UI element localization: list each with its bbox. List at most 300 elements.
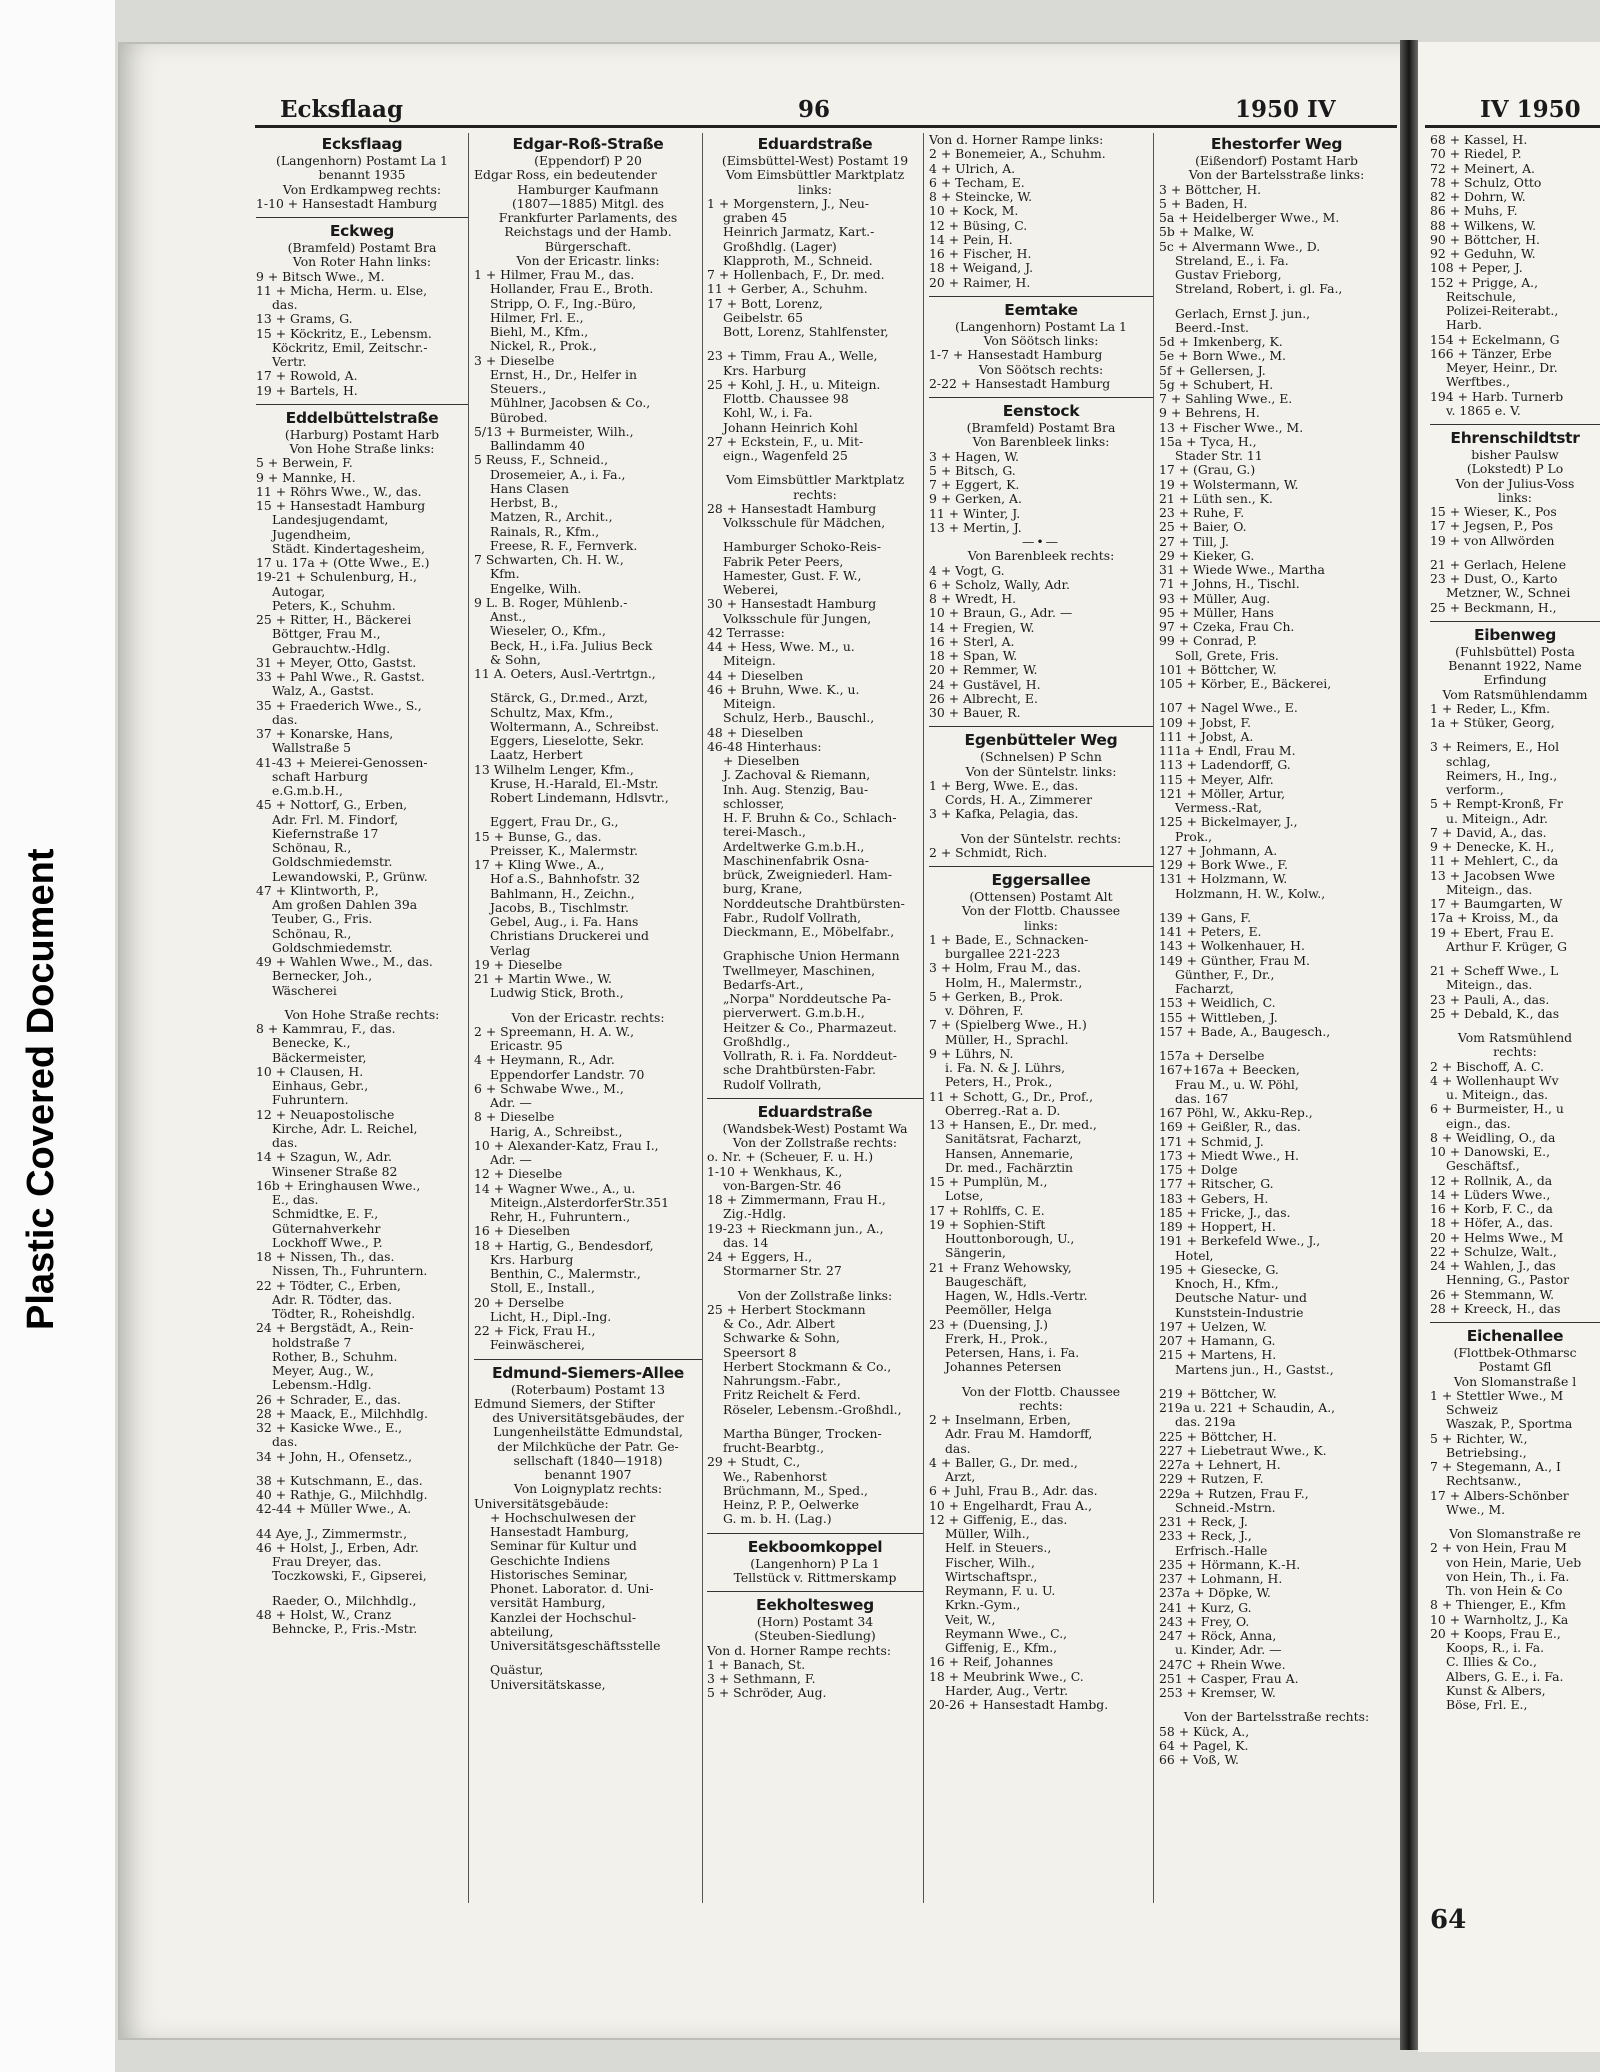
directory-line: 92 + Geduhn, W. <box>1430 247 1536 261</box>
directory-line: E., das. <box>272 1193 319 1207</box>
directory-line: 23 + Pauli, A., das. <box>1430 992 1550 1007</box>
directory-line: Vermess.-Rat, <box>1175 801 1262 815</box>
directory-line: (Langenhorn) P La 1 <box>750 1556 880 1571</box>
directory-line: Mühlner, Jacobsen & Co., <box>490 396 651 411</box>
directory-line: Ballindamm 40 <box>490 439 585 453</box>
directory-line: 25 + Beckmann, H., <box>1430 600 1557 615</box>
directory-line: Fuhruntern. <box>272 1093 349 1108</box>
directory-line: 10 + Kock, M. <box>929 204 1019 219</box>
directory-line: eign., Wagenfeld 25 <box>723 449 848 463</box>
directory-line: 11 + Gerber, A., Schuhm. <box>707 282 868 297</box>
directory-line: versität Hamburg, <box>490 1596 606 1611</box>
directory-line: Erfrisch.-Halle <box>1175 1543 1268 1558</box>
directory-line: 68 + Kassel, H. <box>1430 133 1528 147</box>
directory-line <box>1430 1517 1600 1527</box>
directory-line: o. Nr. + (Scheuer, F. u. H.) <box>707 1150 874 1165</box>
directory-line: Schönau, R., <box>272 926 352 941</box>
directory-line: 143 + Wolkenhauer, H. <box>1159 939 1305 954</box>
directory-line: 13 + Fischer Wwe., M. <box>1159 420 1304 435</box>
directory-line: Wallstraße 5 <box>272 741 352 756</box>
directory-line: e.G.m.b.H., <box>272 784 343 798</box>
directory-line: Herbert Stockmann & Co., <box>723 1359 892 1374</box>
directory-line: Von Hohe Straße rechts: <box>284 1007 440 1022</box>
directory-line: Landesjugendamt, <box>272 513 389 528</box>
directory-line <box>256 1517 468 1527</box>
directory-line: Ardeltwerke G.m.b.H., <box>723 839 865 854</box>
directory-line: 231 + Reck, J. <box>1159 1515 1248 1529</box>
directory-line: Johann Heinrich Kohl <box>723 420 858 435</box>
street-heading: Eibenweg <box>1430 621 1600 645</box>
directory-line: Wwe., M. <box>1446 1502 1506 1517</box>
directory-line: 16 + Sterl, A. <box>929 634 1015 649</box>
directory-line: Rudolf Vollrath, <box>723 1077 822 1092</box>
directory-line: 20 + Helms Wwe., M <box>1430 1230 1564 1245</box>
directory-line: Von d. Horner Rampe rechts: <box>707 1643 892 1658</box>
directory-line: Von der Süntelstr. links: <box>965 764 1117 779</box>
directory-line: 38 + Kutschmann, E., das. <box>256 1473 423 1488</box>
directory-line: Von Söötsch rechts: <box>978 362 1104 377</box>
directory-line: Kirche, Adr. L. Reichel, <box>272 1121 418 1136</box>
directory-line: 17 u. 17a + (Otte Wwe., E.) <box>256 556 430 570</box>
directory-line: 129 + Bork Wwe., F. <box>1159 858 1288 872</box>
directory-line: 207 + Hamann, G. <box>1159 1334 1276 1348</box>
directory-line: (Eimsbüttel-West) Postamt 19 <box>721 154 909 168</box>
directory-line: 5a + Heidelberger Wwe., M. <box>1159 211 1340 225</box>
directory-line: 12 + Dieselbe <box>474 1167 563 1182</box>
facing-page-footer-number: 64 <box>1430 1905 1467 1935</box>
directory-line: Von Erdkampweg rechts: <box>282 182 442 197</box>
directory-line: Köckritz, Emil, Zeitschr.- <box>272 340 428 355</box>
directory-line: verform., <box>1446 783 1504 797</box>
directory-line: Maschinenfabrik Osna- <box>723 853 869 868</box>
directory-line: Städt. Kindertagesheim, <box>272 541 425 556</box>
directory-line: Graphische Union Hermann <box>723 949 900 964</box>
directory-line: 17 + Albers-Schönber <box>1430 1488 1569 1503</box>
directory-line: 58 + Kück, A., <box>1159 1724 1250 1739</box>
street-heading: Eenstock <box>929 397 1153 421</box>
directory-line: Benecke, K., <box>272 1036 351 1051</box>
directory-line: 149 + Günther, Frau M. <box>1159 953 1310 968</box>
directory-line: 9 + Denecke, K. H., <box>1430 840 1555 854</box>
directory-line: Reymann, F. u. U. <box>945 1584 1056 1598</box>
directory-line: burg, Krane, <box>723 882 803 897</box>
directory-line: 15 + Pumplün, M., <box>929 1175 1048 1189</box>
directory-line: Schulz, Herb., Bauschl., <box>723 711 875 726</box>
directory-line: 8 + Dieselbe <box>474 1110 555 1125</box>
directory-line <box>1430 1021 1600 1031</box>
directory-line: Am großen Dahlen 39a <box>272 898 418 912</box>
directory-line: Schultz, Max, Kfm., <box>490 705 614 720</box>
directory-line: Peters, K., Schuhm. <box>272 598 396 613</box>
directory-line: Stader Str. 11 <box>1175 449 1263 463</box>
directory-line: 9 + Gerken, A. <box>929 492 1022 507</box>
directory-line: das. 14 <box>723 1235 769 1250</box>
directory-line: 251 + Casper, Frau A. <box>1159 1671 1299 1686</box>
directory-line: schlag, <box>1446 754 1491 769</box>
directory-line: (Fuhlsbüttel) Posta <box>1455 644 1575 659</box>
street-heading: Edgar-Roß-Straße <box>512 135 664 153</box>
directory-line: Kruse, H.-Harald, El.-Mstr. <box>490 776 659 791</box>
directory-line: 24 + Gustävel, H. <box>929 677 1041 692</box>
directory-line: Fischer, Wilh., <box>945 1555 1035 1570</box>
directory-line: links: <box>1024 918 1058 933</box>
directory-line: Polizei-Reiterabt., <box>1446 304 1559 318</box>
directory-line: graben 45 <box>723 211 788 225</box>
directory-line: Heitzer & Co., Pharmazeut. <box>723 1020 897 1035</box>
street-heading: Ecksflaag <box>321 135 403 153</box>
directory-line: eign., das. <box>1446 1116 1511 1131</box>
directory-line: rechts: <box>1493 1045 1537 1060</box>
directory-line: 13 + Mertin, J. <box>929 520 1022 535</box>
directory-line: Bernecker, Joh., <box>272 969 373 984</box>
directory-line: Henning, G., Pastor <box>1446 1273 1570 1288</box>
directory-line: 1 + Stettler Wwe., M <box>1430 1388 1564 1403</box>
directory-line: 64 + Pagel, K. <box>1159 1738 1249 1753</box>
directory-line: 40 + Rathje, G., Milchhdlg. <box>256 1488 428 1502</box>
directory-line: 141 + Peters, E. <box>1159 925 1262 939</box>
directory-line: G. m. b. H. (Lag.) <box>723 1512 832 1527</box>
directory-line: Rother, B., Schuhm. <box>272 1349 398 1364</box>
directory-line: sellschaft (1840—1918) <box>513 1453 663 1468</box>
directory-line: Soll, Grete, Fris. <box>1175 648 1279 663</box>
directory-line: Universitätsgebäude: <box>474 1496 609 1511</box>
directory-line: schaft Harburg <box>272 769 369 784</box>
directory-line: 14 + Pein, H. <box>929 232 1013 247</box>
directory-line: 24 + Eggers, H., <box>707 1250 813 1264</box>
directory-line: Arthur F. Krüger, G <box>1446 939 1567 954</box>
directory-line: 1 + Reder, L., Kfm. <box>1430 701 1551 716</box>
directory-line: 12 + Rollnik, A., da <box>1430 1173 1553 1188</box>
directory-line: Bäckermeister, <box>272 1050 367 1065</box>
directory-line: Frau Dreyer, das. <box>272 1555 382 1569</box>
directory-line: 15a + Tyca, H., <box>1159 434 1257 449</box>
directory-line: Nahrungsm.-Fabr., <box>723 1374 841 1388</box>
facing-page-column <box>1430 133 1600 1903</box>
directory-line: Gustav Frieborg, <box>1175 268 1282 282</box>
directory-line: 227a + Lehnert, H. <box>1159 1458 1281 1472</box>
directory-line: 1 + Hilmer, Frau M., das. <box>474 268 635 282</box>
directory-line: 28 + Kreeck, H., das <box>1430 1301 1561 1316</box>
directory-line: 17a + Kroiss, M., da <box>1430 911 1559 926</box>
directory-line: 2 + Bischoff, A. C. <box>1430 1059 1544 1074</box>
directory-line: 16b + Eringhausen Wwe., <box>256 1178 421 1193</box>
directory-line: 6 + Techam, E. <box>929 175 1025 190</box>
directory-line: u. Miteign., das. <box>1446 1088 1549 1102</box>
directory-line: Herbst, B., <box>490 496 559 510</box>
directory-line: 32 + Kasicke Wwe., E., <box>256 1421 403 1435</box>
directory-line: 171 + Schmid, J. <box>1159 1134 1264 1149</box>
directory-line: Toczkowski, F., Gipserei, <box>272 1569 427 1584</box>
directory-line: Geschäftsf., <box>1446 1159 1520 1174</box>
directory-line: 86 + Muhs, F. <box>1430 204 1518 219</box>
directory-line: 3 + Kafka, Pelagia, das. <box>929 807 1079 822</box>
directory-line: 18 + Hartig, G., Bendesdorf, <box>474 1238 654 1253</box>
facing-page-year: IV 1950 <box>1480 96 1581 123</box>
directory-line <box>929 822 1153 832</box>
street-heading: Eekholtesweg <box>707 1591 923 1615</box>
directory-line <box>474 1001 702 1011</box>
directory-line: Stärck, G., Dr.med., Arzt, <box>490 691 648 706</box>
directory-line: burgallee 221-223 <box>945 947 1061 961</box>
directory-line: 7 + (Spielberg Wwe., H.) <box>929 1018 1087 1033</box>
street-heading: Ehrenschildtstr <box>1430 424 1600 448</box>
directory-line: 11 + Winter, J. <box>929 506 1021 521</box>
directory-line: Freese, R. F., Fernverk. <box>490 538 638 553</box>
directory-line: Bott, Lorenz, Stahlfenster, <box>723 325 889 339</box>
directory-line: Harig, A., Schreibst., <box>490 1124 623 1139</box>
directory-line: Großhdlg., <box>723 1034 791 1049</box>
directory-line: 229 + Rutzen, F. <box>1159 1472 1264 1487</box>
directory-line: 19-21 + Schulenburg, H., <box>256 570 417 585</box>
directory-line: Reitschule, <box>1446 289 1517 304</box>
directory-line: 19 + Dieselbe <box>474 957 563 972</box>
directory-line: Rechtsanw., <box>1446 1474 1522 1489</box>
directory-line: Von der Zollstraße links: <box>737 1288 893 1303</box>
directory-line: 9 + Mannke, H. <box>256 470 356 485</box>
directory-line: 189 + Hoppert, H. <box>1159 1220 1276 1234</box>
directory-line: 8 + Kammrau, F., das. <box>256 1022 396 1036</box>
directory-line: 97 + Czeka, Frau Ch. <box>1159 620 1295 634</box>
directory-line: Miteign. <box>723 697 776 711</box>
directory-line: 111 + Jobst, A. <box>1159 729 1254 744</box>
directory-line: Dieckmann, E., Möbelfabr., <box>723 925 895 939</box>
directory-line: Reymann Wwe., C., <box>945 1626 1068 1641</box>
directory-line: 17 + Bott, Lorenz, <box>707 296 823 311</box>
directory-line: 115 + Meyer, Alfr. <box>1159 772 1274 787</box>
directory-line: das. 219a <box>1175 1415 1236 1430</box>
directory-line: 45 + Nottorf, G., Erben, <box>256 798 408 813</box>
directory-line: 3 + Böttcher, H. <box>1159 182 1262 197</box>
directory-line <box>474 1653 702 1663</box>
directory-line: Von der Süntelstr. rechts: <box>960 831 1122 846</box>
directory-line: holdstraße 7 <box>272 1335 352 1350</box>
directory-line: 46 + Bruhn, Wwe. K., u. <box>707 682 860 697</box>
directory-line <box>474 805 702 815</box>
directory-line: Lewandowski, P., Grünw. <box>272 869 428 884</box>
directory-column-5 <box>1159 133 1394 1903</box>
directory-line: Von der Flottb. Chaussee <box>961 1384 1121 1399</box>
directory-line: das. 167 <box>1175 1091 1229 1106</box>
directory-line: links: <box>1498 490 1532 505</box>
directory-line: 10 + Warnholtz, J., Ka <box>1430 1612 1569 1627</box>
directory-line: Volksschule für Mädchen, <box>723 516 886 530</box>
directory-line: Adr. — <box>490 1096 532 1110</box>
directory-line: bisher Paulsw <box>1471 448 1559 462</box>
directory-line: Facharzt, <box>1175 982 1234 996</box>
directory-line: 13 + Jacobsen Wwe <box>1430 868 1555 883</box>
directory-line: Norddeutsche Drahtbürsten- <box>723 896 905 911</box>
directory-line: der Milchküche der Patr. Ge- <box>497 1439 679 1454</box>
street-heading: Eduardstraße <box>707 1098 923 1122</box>
directory-line: 21 + Gerlach, Helene <box>1430 557 1567 572</box>
directory-line: 3 + Sethmann, F. <box>707 1672 816 1686</box>
directory-line: 2 + Spreemann, H. A. W., <box>474 1024 635 1039</box>
directory-line: 2 + Inselmann, Erben, <box>929 1413 1071 1427</box>
directory-line: 195 + Giesecke, G. <box>1159 1262 1279 1277</box>
directory-line: (Lokstedt) P Lo <box>1466 462 1564 477</box>
directory-line: (1807—1885) Mitgl. des <box>511 196 665 211</box>
year-label: 1950 IV <box>1235 96 1336 123</box>
directory-line: 20 + Derselbe <box>474 1295 565 1310</box>
directory-line: C. Illies & Co., <box>1446 1655 1537 1670</box>
facing-header-rule <box>1425 125 1600 128</box>
directory-line: 5 + Richter, W., <box>1430 1431 1528 1446</box>
directory-line: Wieseler, O., Kfm., <box>490 624 606 639</box>
directory-line: 5/13 + Burmeister, Wilh., <box>474 424 634 439</box>
directory-line: 26 + Stemmann, W. <box>1430 1287 1555 1302</box>
directory-line: Autogar, <box>272 584 326 599</box>
directory-line: 21 + Martin Wwe., W. <box>474 972 612 986</box>
directory-line: Vom Ratsmühlendamm <box>1442 687 1588 702</box>
directory-line: 5 + Schröder, Aug. <box>707 1686 827 1701</box>
directory-line: 12 + Büsing, C. <box>929 218 1028 233</box>
directory-line: Sängerin, <box>945 1246 1006 1261</box>
directory-line: Arzt, <box>945 1470 976 1484</box>
directory-line: Miteign. <box>723 654 776 669</box>
directory-line <box>707 1417 923 1427</box>
directory-line: 17 + Rowold, A. <box>256 369 358 384</box>
directory-line: 10 + Alexander-Katz, Frau I., <box>474 1138 659 1153</box>
directory-line: 5 + Baden, H. <box>1159 196 1248 211</box>
directory-line: frucht-Bearbtg., <box>723 1441 825 1455</box>
directory-line: Phonet. Laborator. d. Uni- <box>490 1582 654 1596</box>
directory-line: 19 + Wolstermann, W. <box>1159 477 1299 492</box>
directory-line: 29 + Studt, C., <box>707 1455 801 1470</box>
directory-line: pierverwert. G.m.b.H., <box>723 1006 865 1021</box>
directory-line: 88 + Wilkens, W. <box>1430 218 1537 233</box>
directory-line: 11 + Schott, G., Dr., Prof., <box>929 1089 1094 1104</box>
directory-line: Von Loignyplatz rechts: <box>513 1482 663 1497</box>
directory-line: Eggert, Frau Dr., G., <box>490 815 619 830</box>
directory-line: 17 + Jegsen, P., Pos <box>1430 519 1554 534</box>
directory-line: Jacobs, B., Tischlmstr. <box>490 900 629 915</box>
directory-line: 19 + Ebert, Frau E. <box>1430 925 1554 940</box>
directory-line: Steuers., <box>490 382 547 396</box>
directory-line: 3 + Hagen, W. <box>929 449 1019 464</box>
directory-line: 4 + Wollenhaupt Wv <box>1430 1073 1559 1088</box>
directory-line: Beck, H., i.Fa. Julius Beck <box>490 638 653 653</box>
directory-line: Teuber, G., Fris. <box>272 912 373 927</box>
directory-line: Sanitätsrat, Facharzt, <box>945 1132 1082 1147</box>
directory-line: 9 + Bitsch Wwe., M. <box>256 269 385 284</box>
directory-line: Adr. Frau M. Hamdorff, <box>945 1427 1093 1442</box>
directory-line: Drosemeier, A., i. Fa., <box>490 467 626 482</box>
directory-line: 21 + Lüth sen., K. <box>1159 491 1273 506</box>
directory-column-2 <box>474 133 703 1903</box>
directory-line: Harder, Aug., Vertr. <box>945 1683 1069 1698</box>
directory-line: 25 + Baier, O. <box>1159 520 1247 535</box>
directory-line: Stripp, O. F., Ing.-Büro, <box>490 296 637 311</box>
directory-line: Meyer, Heinr., Dr. <box>1446 361 1558 375</box>
directory-line: „Norpa" Norddeutsche Pa- <box>723 992 891 1006</box>
directory-line <box>1159 1700 1394 1710</box>
directory-line: 108 + Peper, J. <box>1430 261 1523 276</box>
directory-line: 4 + Heymann, R., Adr. <box>474 1053 615 1068</box>
directory-line: Stoll, E., Install., <box>490 1281 595 1296</box>
directory-line: Veit, W., <box>945 1612 996 1627</box>
directory-line: 219 + Böttcher, W. <box>1159 1386 1277 1401</box>
directory-line: 11 + Röhrs Wwe., W., das. <box>256 484 422 499</box>
directory-line: das. <box>272 1136 298 1150</box>
directory-line: Hansestadt Hamburg, <box>490 1525 630 1539</box>
directory-column-4 <box>929 133 1154 1903</box>
directory-line: Gerlach, Ernst J. jun., <box>1175 306 1311 321</box>
directory-line: Raeder, O., Milchhdlg., <box>272 1593 417 1608</box>
directory-line: 16 + Dieselben <box>474 1224 571 1239</box>
directory-line: 23 + Ruhe, F. <box>1159 506 1245 520</box>
directory-line: Vertr. <box>272 355 307 369</box>
directory-line: (Eißendorf) Postamt Harb <box>1195 154 1358 168</box>
directory-line: 17 + Baumgarten, W <box>1430 897 1563 911</box>
directory-line: (Schnelsen) P Schn <box>980 750 1102 765</box>
book-gutter <box>1400 40 1418 2050</box>
directory-line: 18 + Weigand, J. <box>929 261 1034 276</box>
directory-line: Von Slomanstraße l <box>1453 1374 1577 1389</box>
directory-line: 241 + Kurz, G. <box>1159 1600 1252 1615</box>
directory-line: u. Miteign., Adr. <box>1446 811 1548 826</box>
directory-line: 35 + Fraederich Wwe., S., <box>256 698 422 713</box>
directory-line: Bürobed. <box>490 410 548 425</box>
directory-line: 9 + Behrens, H. <box>1159 406 1260 421</box>
directory-line: Kohl, W., i. Fa. <box>723 406 813 421</box>
directory-line: 1 + Banach, St. <box>707 1657 806 1672</box>
directory-line: 23 + Dust, O., Karto <box>1430 572 1558 586</box>
directory-line: 37 + Konarske, Hans, <box>256 727 394 741</box>
street-heading: Egenbütteler Weg <box>929 726 1153 750</box>
directory-line <box>1159 1039 1394 1049</box>
directory-line: Benannt 1922, Name <box>1448 659 1582 673</box>
street-heading: Edmund-Siemers-Allee <box>474 1359 702 1383</box>
directory-line: 8 + Thienger, E., Kfm <box>1430 1598 1566 1613</box>
directory-line: Inh. Aug. Stenzig, Bau- <box>723 782 869 797</box>
directory-line: (Harburg) Postamt Harb <box>284 427 440 442</box>
directory-line: 16 + Fischer, H. <box>929 247 1032 261</box>
directory-line: 31 + Wiede Wwe., Martha <box>1159 563 1325 577</box>
directory-line: von Hein, Th., i. Fa. <box>1446 1569 1570 1584</box>
directory-line: 22 + Tödter, C., Erben, <box>256 1278 401 1293</box>
directory-line: 10 + Braun, G., Adr. — <box>929 606 1073 621</box>
directory-line: 167+167a + Beecken, <box>1159 1063 1300 1078</box>
directory-line: Von Barenbleek links: <box>972 435 1110 450</box>
directory-line: von Hein, Marie, Ueb <box>1446 1555 1582 1570</box>
directory-line: Twellmeyer, Maschinen, <box>723 963 876 978</box>
directory-line: 5d + Imkenberg, K. <box>1159 335 1283 349</box>
directory-line: & Sohn, <box>490 652 541 667</box>
directory-line: Hansen, Annemarie, <box>945 1146 1074 1161</box>
directory-line: benannt 1935 <box>318 168 406 183</box>
directory-line: 2 + von Hein, Frau M <box>1430 1541 1567 1556</box>
directory-line: Vom Ratsmühlend <box>1457 1031 1573 1045</box>
directory-line: das. <box>272 298 298 312</box>
street-heading: Eduardstraße <box>757 135 873 153</box>
directory-line: Lockhoff Wwe., P. <box>272 1235 383 1250</box>
directory-line: sche Drahtbürsten-Fabr. <box>723 1063 876 1078</box>
directory-column-3 <box>707 133 924 1903</box>
directory-line: 22 + Fick, Frau H., <box>474 1324 596 1338</box>
directory-line: Eppendorfer Landstr. 70 <box>490 1067 645 1082</box>
directory-line: Krs. Harburg <box>490 1252 574 1267</box>
directory-line: 3 + Reimers, E., Hol <box>1430 740 1560 755</box>
directory-line: 7 Schwarten, Ch. H. W., <box>474 553 624 567</box>
directory-line: 8 + Weidling, O., da <box>1430 1130 1556 1145</box>
directory-line: 14 + Wagner Wwe., A., u. <box>474 1181 636 1196</box>
directory-line: 20 + Raimer, H. <box>929 275 1031 290</box>
directory-line: benannt 1907 <box>544 1468 632 1482</box>
directory-line: Heinrich Jarmatz, Kart.- <box>723 225 875 240</box>
directory-line: Engelke, Wilh. <box>490 581 582 596</box>
directory-line: 25 + Kohl, J. H., u. Miteign. <box>707 377 881 392</box>
directory-line: (Ottensen) Postamt Alt <box>969 890 1113 904</box>
